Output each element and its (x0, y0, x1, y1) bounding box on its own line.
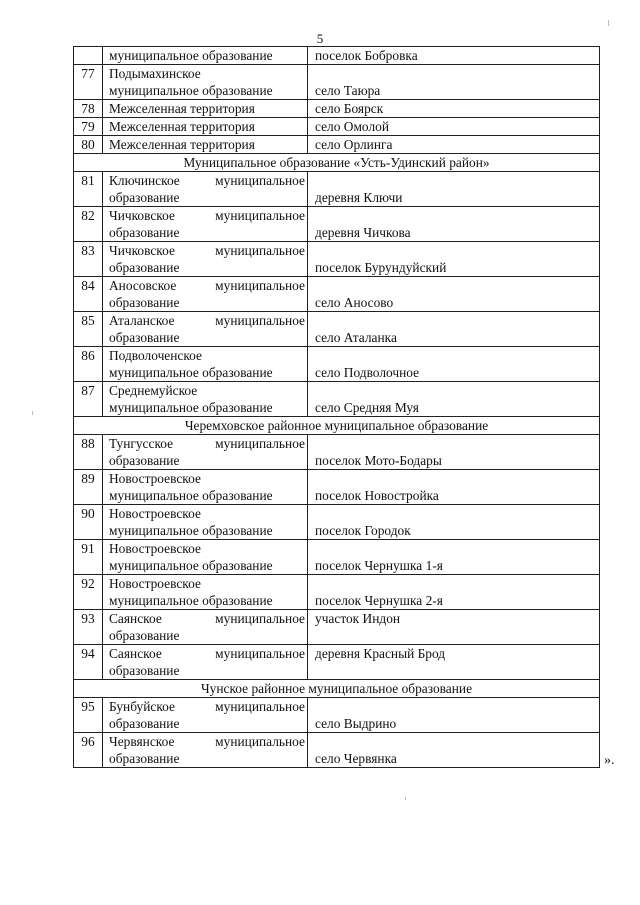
municipality-name-line: Подымахинское (109, 66, 201, 81)
scan-artifact (608, 20, 609, 26)
locality-name: поселок Бобровка (308, 47, 600, 65)
municipality-cell (103, 100, 308, 118)
municipality-cell (103, 505, 308, 540)
municipality-cell (103, 540, 308, 575)
table-row (74, 733, 600, 768)
municipality-name-line: Саянское муниципальное (109, 611, 305, 626)
row-number: 78 (74, 100, 103, 118)
municipality-name-line: муниципальное образование (109, 400, 273, 415)
row-number: 92 (74, 575, 103, 610)
municipality-cell (103, 172, 308, 207)
municipality-name-line: Саянское муниципальное (109, 646, 305, 661)
row-number: 93 (74, 610, 103, 645)
row-number: 81 (74, 172, 103, 207)
municipality-name-line: образование (109, 330, 180, 345)
table-row (74, 470, 600, 505)
municipality-name-line: Аталанское муниципальное (109, 313, 305, 328)
table-row (74, 207, 600, 242)
municipality-cell (103, 242, 308, 277)
table-row (74, 505, 600, 540)
municipality-cell (103, 435, 308, 470)
table-row (74, 435, 600, 470)
table-row (74, 382, 600, 417)
row-number: 80 (74, 136, 103, 154)
locality-name: село Орлинга (308, 136, 600, 154)
section-heading-row (74, 680, 600, 698)
section-heading: Чунское районное муниципальное образование (74, 680, 600, 698)
locality-name: село Подволочное (308, 347, 600, 382)
row-number: 79 (74, 118, 103, 136)
municipality-cell (103, 610, 308, 645)
locality-name: село Червянка (308, 733, 600, 768)
municipality-name-line: образование (109, 663, 180, 678)
municipality-name-line: муниципальное образование (109, 558, 273, 573)
municipality-name-line: Межселенная территория (109, 101, 255, 116)
municipality-cell (103, 207, 308, 242)
municipality-name-line: Чичковское муниципальное (109, 208, 305, 223)
municipality-name-line: муниципальное образование (109, 48, 273, 63)
localities-table (73, 46, 600, 768)
row-number: 91 (74, 540, 103, 575)
municipality-name-line: образование (109, 751, 180, 766)
municipality-name-line: образование (109, 628, 180, 643)
municipality-cell (103, 382, 308, 417)
scan-artifact (32, 411, 33, 415)
municipality-cell (103, 733, 308, 768)
municipality-cell (103, 312, 308, 347)
municipality-cell (103, 136, 308, 154)
section-heading: Муниципальное образование «Усть-Удинский район» (74, 154, 600, 172)
municipality-cell (103, 118, 308, 136)
locality-name: деревня Чичкова (308, 207, 600, 242)
closing-quote-mark: ». (604, 753, 615, 768)
municipality-cell (103, 47, 308, 65)
row-number: 82 (74, 207, 103, 242)
municipality-name-line: Новостроевское (109, 471, 201, 486)
municipality-name-line: Новостроевское (109, 576, 201, 591)
table-row (74, 172, 600, 207)
locality-name: село Аталанка (308, 312, 600, 347)
municipality-name-line: муниципальное образование (109, 593, 273, 608)
locality-name: поселок Чернушка 1-я (308, 540, 600, 575)
municipality-cell (103, 575, 308, 610)
locality-name: поселок Мото-Бодары (308, 435, 600, 470)
page-number: 5 (316, 31, 324, 46)
municipality-cell (103, 347, 308, 382)
municipality-cell (103, 698, 308, 733)
locality-name: поселок Городок (308, 505, 600, 540)
locality-name: село Таюра (308, 65, 600, 100)
table-row (74, 698, 600, 733)
municipality-name-line: Межселенная территория (109, 137, 255, 152)
table-row (74, 277, 600, 312)
table-row (74, 645, 600, 680)
locality-name: село Омолой (308, 118, 600, 136)
row-number: 77 (74, 65, 103, 100)
table-row (74, 242, 600, 277)
municipality-name-line: муниципальное образование (109, 83, 273, 98)
municipality-name-line: Среднемуйское (109, 383, 198, 398)
row-number: 88 (74, 435, 103, 470)
municipality-name-line: муниципальное образование (109, 365, 273, 380)
municipality-name-line: Подволоченское (109, 348, 202, 363)
locality-name: село Выдрино (308, 698, 600, 733)
row-number: 90 (74, 505, 103, 540)
row-number: 86 (74, 347, 103, 382)
municipality-name-line: Чичковское муниципальное (109, 243, 305, 258)
municipality-name-line: Бунбуйское муниципальное (109, 699, 305, 714)
table-row (74, 610, 600, 645)
municipality-name-line: Ключинское муниципальное (109, 173, 305, 188)
municipality-name-line: образование (109, 225, 180, 240)
municipality-name-line: Червянское муниципальное (109, 734, 305, 749)
locality-name: деревня Красный Брод (308, 645, 600, 680)
locality-name: село Средняя Муя (308, 382, 600, 417)
row-number: 85 (74, 312, 103, 347)
row-number: 83 (74, 242, 103, 277)
table-row (74, 347, 600, 382)
municipality-name-line: Аносовское муниципальное (109, 278, 305, 293)
municipality-name-line: Межселенная территория (109, 119, 255, 134)
row-number: 89 (74, 470, 103, 505)
municipality-name-line: образование (109, 716, 180, 731)
section-heading-row (74, 417, 600, 435)
row-number: 87 (74, 382, 103, 417)
locality-name: село Боярск (308, 100, 600, 118)
municipality-name-line: Новостроевское (109, 541, 201, 556)
locality-name: участок Индон (308, 610, 600, 645)
municipality-name-line: образование (109, 453, 180, 468)
municipality-name-line: муниципальное образование (109, 523, 273, 538)
municipality-name-line: Тунгусское муниципальное (109, 436, 305, 451)
table-row (74, 118, 600, 136)
municipality-cell (103, 65, 308, 100)
locality-name: поселок Бурундуйский (308, 242, 600, 277)
locality-name: поселок Новостройка (308, 470, 600, 505)
section-heading-row (74, 154, 600, 172)
municipality-cell (103, 470, 308, 505)
table-row (74, 65, 600, 100)
table-row (74, 100, 600, 118)
scan-artifact (405, 797, 406, 800)
table-row (74, 575, 600, 610)
municipality-cell (103, 277, 308, 312)
row-number: 96 (74, 733, 103, 768)
locality-name: деревня Ключи (308, 172, 600, 207)
table-row (74, 47, 600, 65)
municipality-name-line: Новостроевское (109, 506, 201, 521)
municipality-cell (103, 645, 308, 680)
municipality-name-line: образование (109, 295, 180, 310)
section-heading: Черемховское районное муниципальное образование (74, 417, 600, 435)
locality-name: село Аносово (308, 277, 600, 312)
row-number: 94 (74, 645, 103, 680)
row-number (74, 47, 103, 65)
table-row (74, 540, 600, 575)
table-row (74, 136, 600, 154)
table-row (74, 312, 600, 347)
locality-name: поселок Чернушка 2-я (308, 575, 600, 610)
row-number: 84 (74, 277, 103, 312)
municipality-name-line: образование (109, 190, 180, 205)
municipality-name-line: образование (109, 260, 180, 275)
row-number: 95 (74, 698, 103, 733)
municipality-name-line: муниципальное образование (109, 488, 273, 503)
